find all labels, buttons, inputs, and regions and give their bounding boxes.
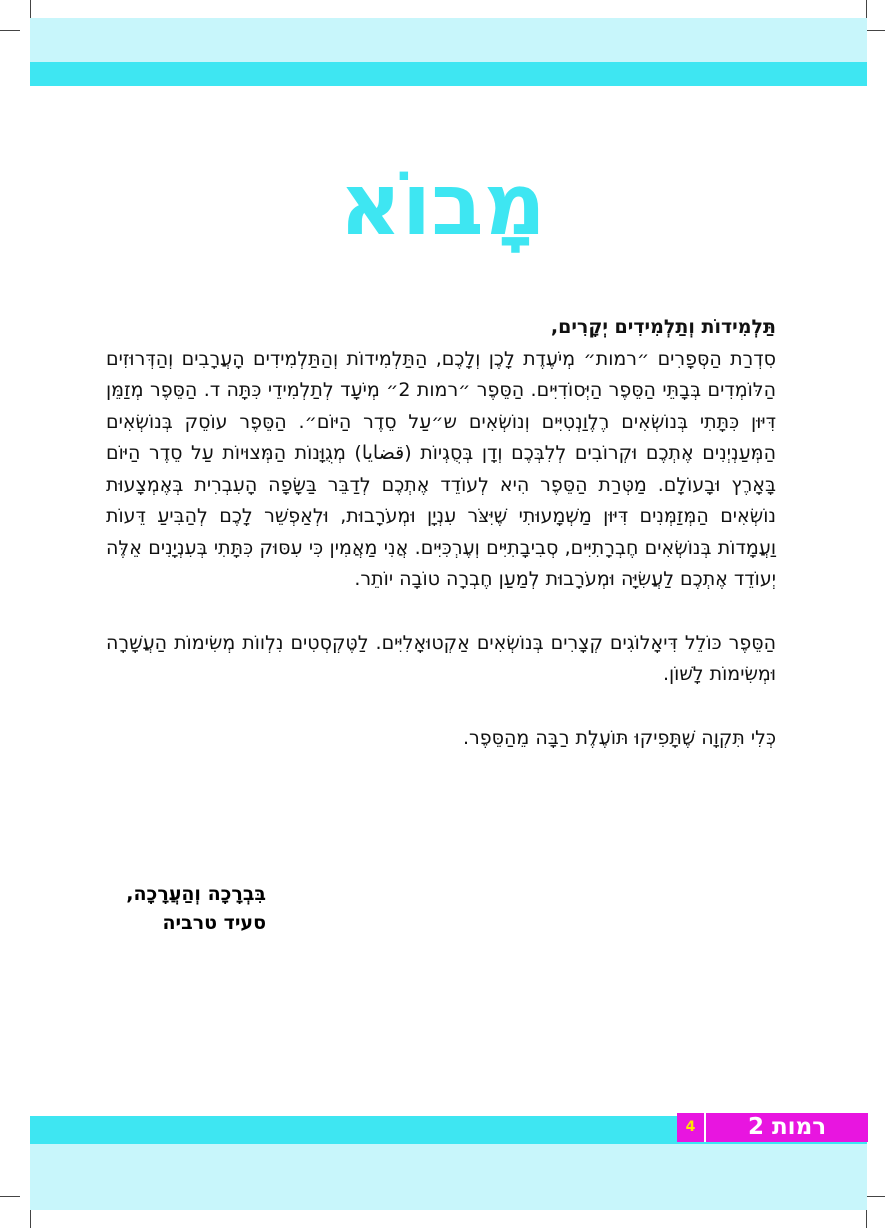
header-band (30, 62, 867, 86)
crop-mark (0, 1196, 20, 1197)
closing-line: בִּבְרָכָה וְהַעֲרָכָה, (126, 883, 266, 905)
greeting: תַּלְמִידוֹת וְתַלְמִידִים יְקָרִים, (550, 316, 776, 338)
crop-mark (0, 30, 20, 31)
header-light-band (30, 18, 867, 62)
paragraph-gap (106, 691, 776, 723)
crop-mark (865, 1196, 885, 1197)
paragraph-contents: הַסֵּפֶר כּוֹלֵל דִּיאָלוֹגִים קְצָרִים בְּנוֹשְׂאִים אַקְטוּאָלִיִּים. לַטֶּקְסְטִים נִלְווֹת מְשִׂימוֹת הַעֲשָׁרָה וּמְשִׂימוֹת לָשׁוֹן. (106, 631, 776, 685)
author-name: סעיד טרביה (162, 912, 266, 934)
book-label: רמות 2 (706, 1113, 868, 1142)
paragraph-intro: סִדְרַת הַסְּפָרִים ״רמות״ מְיֹעֶדֶת לָכֶן וְלָכֶם, הַתַּלְמִידוֹת וְהַתַּלְמִידִים הָעֲרָבִים וְהַדְּרוּזִים הַלּוֹמְדִים בְּבָתֵּי הַסֵּפֶר הַיְּסוֹדִיִּים. הַסֵּפֶר ״רמות 2״ מְיֹעָד לְתַלְמִידֵי כִּתָּה ד. הַסֵּפֶר מְזַמֵּן דִּיּוּן כִּתָּתִי בְּנוֹשְׂאִים רֶלֶוַנְטִיִּים וְנוֹשְׂאִים ש״עַל סֵדֶר הַיּוֹם״. הַסֵּפֶר עוֹסֵק בְּנוֹשְׂאִים הַמְּעַנְיְנִים אֶתְכֶם וּקְרוֹבִים לְלִבְּכֶם וְדָן בְּסֻגְיוֹת (قضايا) מְגֻוָּנוֹת הַמְּצוּיוֹת עַל סֵדֶר הַיּוֹם בָּאָרֶץ וּבָעוֹלָם. מַטְּרַת הַסֵּפֶר הִיא לְעוֹדֵד אֶתְכֶם לְדַבֵּר בַּשָּׂפָה הָעִבְרִית בְּאֶמְצָעוּת נוֹשְׂאִים הַמְּזַמְּנִים דִּיּוּן מַשְׁמָעוּתִי שֶׁיִּצֹּר עִנְיָן וּמְעֹרָבוּת, וּלְאַפְשֵׁר לָכֶם לְהַבִּיעַ דֵּעוֹת וַעֲמָדוֹת בְּנוֹשְׂאִים חֶבְרָתִיִּים, סְבִיבָתִיִּים וְעֶרְכִּיִּים. אֲנִי מַאֲמִין כִּי עִסּוּק כִּתָּתִי בְּעִנְיָנִים אֵלֶּה יְעוֹדֵד אֶתְכֶם לַעֲשִׂיָּה וּמְעֹרָבוּת לְמַעַן חֶבְרָה טוֹבָה יוֹתֵר. (106, 347, 776, 590)
crop-mark (866, 1210, 867, 1228)
paragraph-gap (106, 596, 776, 628)
crop-mark (866, 0, 867, 20)
crop-mark (30, 0, 31, 20)
page-title: מָבוֹא (339, 155, 546, 255)
crop-mark (865, 30, 885, 31)
page-number: 4 (677, 1113, 706, 1142)
intro-text (106, 312, 776, 754)
crop-mark (30, 1210, 31, 1228)
signature-block (106, 880, 266, 938)
paragraph-wish: כְּלִי תִּקְוָה שֶׁתָּפִיקוּ תּוֹעֶלֶת רַבָּה מֵהַסֵּפֶר. (463, 726, 776, 749)
footer-light-band (30, 1144, 867, 1210)
